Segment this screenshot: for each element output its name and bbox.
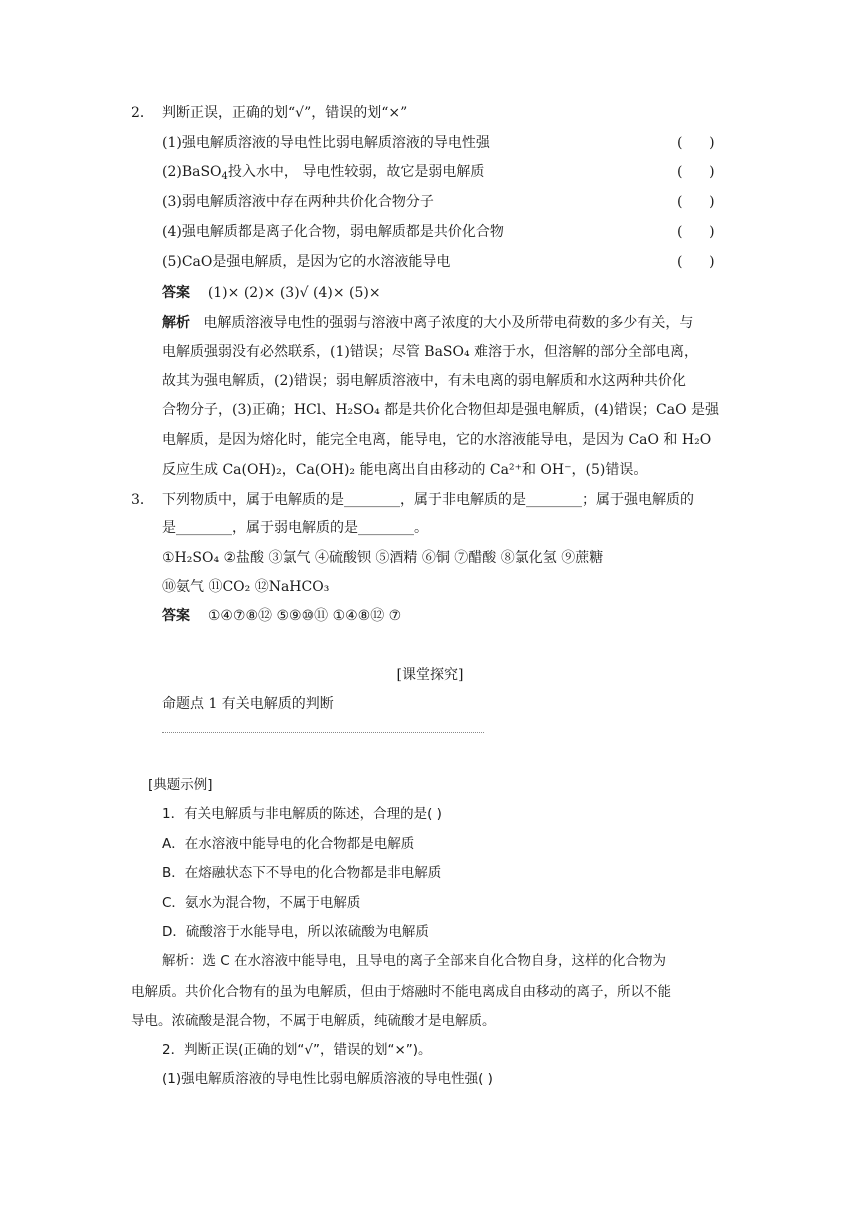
example-2-item-1: (1)强电解质溶液的导电性比弱电解质溶液的导电性强( ): [162, 1071, 493, 1087]
item2-formula: (2)BaSO: [162, 164, 222, 180]
judgement-item-5: (5)CaO是强电解质，是因为它的水溶液能导电: [162, 254, 451, 270]
answer-line: [162, 283, 381, 303]
judgement-item-3: (3)弱电解质溶液中存在两种共价化合物分子: [162, 194, 434, 210]
answer-text: ①④⑦⑧⑫ ⑤⑨⑩⑪ ①④⑧⑫ ⑦: [207, 608, 402, 624]
wavy-underline: [162, 726, 484, 733]
option-b: B．在熔融状态下不导电的化合物都是非电解质: [162, 865, 442, 881]
answer-bracket: ( ): [677, 164, 715, 180]
question-number: 3．: [131, 492, 154, 508]
analysis-line-4: 合物分子，(3)正确；HCl、H₂SO₄ 都是共价化合物但却是强电解质，(4)错误；CaO 是强: [162, 402, 719, 418]
analysis-line-5: 电解质，是因为熔化时，能完全电离，能导电，它的水溶液能导电，是因为 CaO 和 H₂O: [162, 432, 712, 448]
analysis-line-6: 反应生成 Ca(OH)₂，Ca(OH)₂ 能电离出自由移动的 Ca²⁺和 OH⁻，(5)错误。: [162, 462, 648, 478]
analysis-line-1: [162, 313, 693, 333]
analysis-line-2: 电解质强弱没有必然联系，(1)错误；尽管 BaSO₄ 难溶于水，但溶解的部分全部电离，: [162, 344, 699, 360]
analysis-text: 电解质溶液导电性的强弱与溶液中离子浓度的大小及所带电荷数的多少有关，与: [203, 315, 694, 331]
topic-heading: 命题点 1 有关电解质的判断: [162, 696, 334, 712]
example-analysis-line-1: 解析：选 C 在水溶液中能导电，且导电的离子全部来自化合物自身，这样的化合物为: [162, 953, 667, 969]
answer-bracket: ( ): [677, 254, 715, 270]
question-number: 2．: [131, 105, 154, 121]
question-stem: 判断正误，正确的划“√”，错误的划“×”: [162, 105, 408, 121]
options-line-1: ①H₂SO₄ ②盐酸 ③氯气 ④硫酸钡 ⑤酒精 ⑥铜 ⑦醋酸 ⑧氯化氢 ⑨蔗糖: [162, 550, 604, 566]
item2-subscript: 4: [221, 171, 228, 182]
options-line-2: ⑩氨气 ⑪CO₂ ⑫NaHCO₃: [162, 579, 330, 595]
answer-line: [162, 606, 401, 626]
answer-bracket: ( ): [677, 194, 715, 210]
answer-label: 答案: [162, 285, 190, 301]
analysis-label: 解析: [162, 315, 190, 331]
section-title: [课堂探究]: [396, 667, 464, 683]
answer-bracket: ( ): [677, 135, 715, 151]
option-c: C．氨水为混合物，不属于电解质: [162, 895, 361, 911]
judgement-item-2: [162, 162, 484, 187]
answer-bracket: ( ): [677, 224, 715, 240]
judgement-item-4: (4)强电解质都是离子化合物，弱电解质都是共价化合物: [162, 224, 504, 240]
example-label: [典题示例]: [148, 777, 213, 793]
option-d: D．硫酸溶于水能导电，所以浓硫酸为电解质: [162, 924, 429, 940]
question-line-2: 是________，属于弱电解质的是________。: [162, 520, 428, 536]
example-analysis-line-3: 导电。浓硫酸是混合物，不属于电解质，纯硫酸才是电解质。: [131, 1013, 496, 1029]
example-1-stem: 1．有关电解质与非电解质的陈述，合理的是( ): [162, 806, 442, 822]
item2-text: 投入水中， 导电性较弱，故它是弱电解质: [227, 164, 485, 180]
option-a: A．在水溶液中能导电的化合物都是电解质: [162, 836, 415, 852]
answer-label: 答案: [162, 608, 190, 624]
answer-text: (1)× (2)× (3)√ (4)× (5)×: [207, 285, 381, 301]
example-analysis-line-2: 电解质。共价化合物有的虽为电解质，但由于熔融时不能电离成自由移动的离子，所以不能: [131, 984, 671, 1000]
question-line-1: 下列物质中，属于电解质的是________，属于非电解质的是________；属于强电解质的: [162, 492, 694, 508]
analysis-line-3: 故其为强电解质，(2)错误；弱电解质溶液中，有未电离的弱电解质和水这两种共价化: [162, 373, 686, 389]
example-2-stem: 2．判断正误(正确的划“√”，错误的划“×”)。: [162, 1042, 432, 1058]
judgement-item-1: (1)强电解质溶液的导电性比弱电解质溶液的导电性强: [162, 135, 490, 151]
